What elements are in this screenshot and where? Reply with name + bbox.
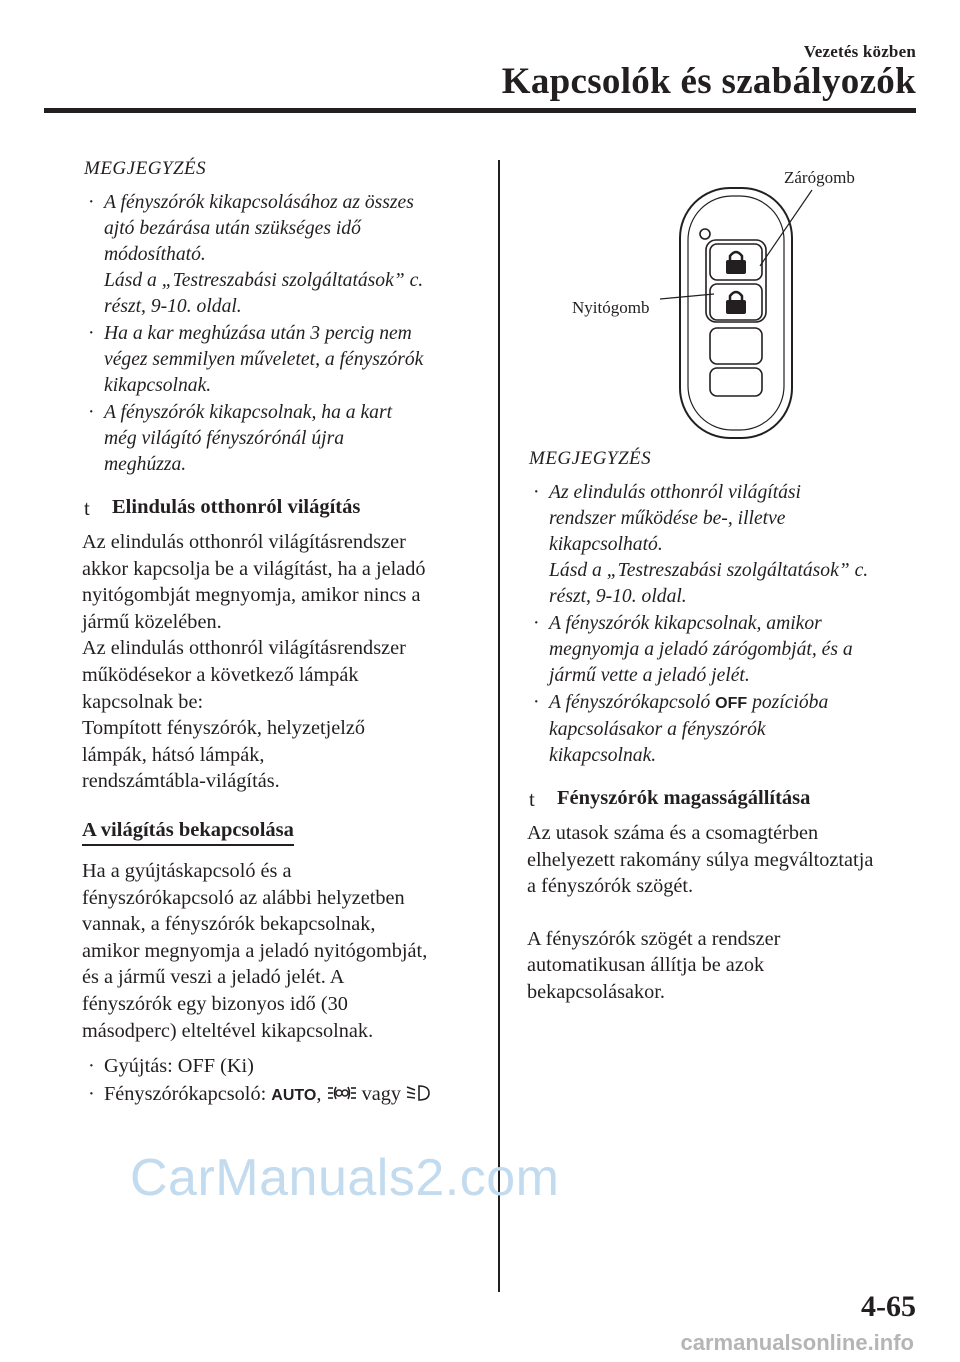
note-line: kapcsolásakor a fényszórók <box>549 719 766 740</box>
note-line: kikapcsolható. <box>549 534 663 555</box>
note-text: A fényszórókapcsoló <box>549 692 716 713</box>
unlock-button-label: Nyitógomb <box>572 298 650 317</box>
note-line: részt, 9-10. oldal. <box>549 586 687 607</box>
chapter-label: Vezetés közben <box>803 42 916 61</box>
header-rule <box>44 108 916 113</box>
key-fob-figure <box>560 160 890 445</box>
note-list <box>82 190 482 478</box>
page-title: Kapcsolók és szabályozók <box>501 61 916 102</box>
note-line: kikapcsolnak. <box>549 745 657 766</box>
bullet-icon: · <box>533 482 540 503</box>
note-text: pozícióba <box>747 692 829 713</box>
bullet-icon: · <box>533 692 540 713</box>
condition-text: Fényszórókapcsoló: <box>104 1083 272 1106</box>
section-body: A fényszórók szögét a rendszer automatikusan állítja be azok bekapcsolásakor. <box>527 927 781 1003</box>
note-title: MEGJEGYZÉS <box>84 158 207 179</box>
note-line: kikapcsolnak. <box>104 375 212 396</box>
condition-item <box>82 1052 482 1080</box>
note-line: megnyomja a jeladó zárógombját, és a <box>549 639 853 660</box>
note-item <box>82 321 482 399</box>
note-title: MEGJEGYZÉS <box>529 448 652 469</box>
right-column <box>527 448 927 1006</box>
note-item <box>527 690 927 769</box>
watermark: CarManuals2.com <box>130 1149 560 1207</box>
note-item <box>527 480 927 610</box>
note-item <box>82 400 482 478</box>
sub-body: Ha a gyújtáskapcsoló és a fényszórókapcsoló az alábbi helyzetben vannak, a fényszórók bekapcsolnak, amikor megnyomja a jeladó nyitógombját, és a jármű veszi a jeladó jelét. A fényszórók egy bizonyos idő (30 másodperc) elteltével kikapcsolnak. <box>82 859 428 1042</box>
comma: , <box>316 1083 322 1106</box>
note-list <box>527 480 927 769</box>
note-line: A fényszórók kikapcsolnak, amikor <box>549 613 822 634</box>
note-line: meghúzza. <box>104 454 187 475</box>
note-item <box>82 190 482 320</box>
sub-heading: A világítás bekapcsolása <box>82 819 294 846</box>
condition-text: vagy <box>361 1083 402 1106</box>
bullet-icon: · <box>88 192 95 213</box>
bullet-icon: · <box>88 1055 95 1078</box>
section-body: Az elindulás otthonról világításrendszer akkor kapcsolja be a világítást, ha a jeladó nyitógombját megnyomja, amikor nincs a jármű közelében. Az elindulás otthonról világításrendszer működésekor a következő lámpák kapcsolnak be: Tompított fényszórók, helyzetjelző lámpák, hátsó lámpák, rendszámtábla-világítás. <box>82 531 426 793</box>
bullet-icon: · <box>88 323 95 344</box>
footer-link[interactable]: carmanualsonline.info <box>680 1330 914 1355</box>
note-line <box>549 690 927 717</box>
note-line: végez semmilyen műveletet, a fényszórók <box>104 349 424 370</box>
note-line: jármű vette a jeladó jelét. <box>549 665 750 686</box>
auto-symbol-icon: AUTO <box>271 1087 317 1105</box>
note-line: Lásd a „Testreszabási szolgáltatások” c. <box>104 270 424 291</box>
note-line: Az elindulás otthonról világítási <box>549 482 802 503</box>
section-heading <box>527 787 927 810</box>
note-line: Lásd a „Testreszabási szolgáltatások” c. <box>549 560 869 581</box>
note-line: A fényszórók kikapcsolásához az összes <box>104 192 414 213</box>
parking-light-icon <box>327 1084 357 1102</box>
bullet-icon: · <box>88 402 95 423</box>
condition-item <box>82 1080 482 1110</box>
section-heading-text: Fényszórók magasságállítása <box>557 787 811 809</box>
note-line: még világító fényszórónál újra <box>104 428 345 449</box>
section-body: Az utasok száma és a csomagtérben elhelyezett rakomány súlya megváltoztatja a fényszórók szögét. <box>527 822 874 898</box>
low-beam-icon <box>406 1084 430 1102</box>
off-symbol-icon: OFF <box>715 695 748 712</box>
column-divider <box>498 160 500 1292</box>
section-heading <box>82 496 482 519</box>
bullet-icon: · <box>533 613 540 634</box>
lock-button-label: Zárógomb <box>784 168 855 187</box>
note-line: módosítható. <box>104 244 206 265</box>
bullet-icon: · <box>88 1083 95 1106</box>
note-line: Ha a kar meghúzása után 3 percig nem <box>104 323 412 344</box>
note-line: rendszer működése be-, illetve <box>549 508 786 529</box>
note-item <box>527 611 927 689</box>
condition-list <box>82 1052 482 1110</box>
section-marker-icon: t <box>84 496 90 520</box>
left-column <box>82 158 482 1110</box>
note-line: A fényszórók kikapcsolnak, ha a kart <box>104 402 393 423</box>
section-heading-text: Elindulás otthonról világítás <box>112 496 361 518</box>
note-line: részt, 9-10. oldal. <box>104 296 242 317</box>
note-line: ajtó bezárása után szükséges idő <box>104 218 361 239</box>
page-number: 4-65 <box>861 1290 916 1323</box>
section-marker-icon: t <box>529 787 535 811</box>
condition-text: Gyújtás: OFF (Ki) <box>104 1055 254 1078</box>
